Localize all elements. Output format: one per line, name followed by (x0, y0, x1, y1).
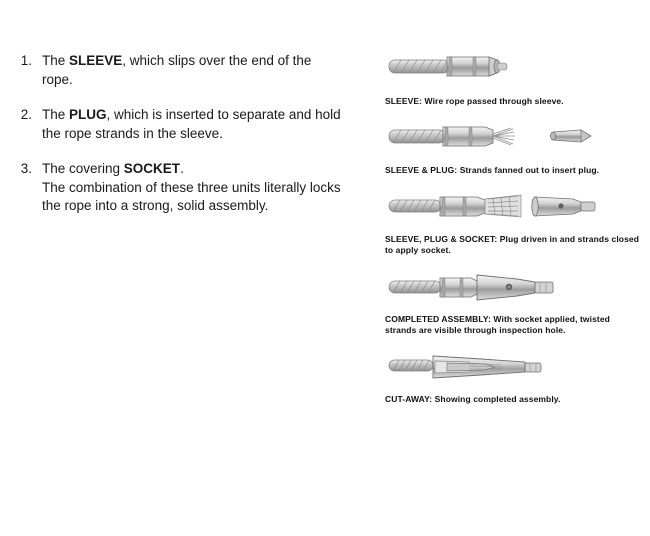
instruction-list (8, 52, 348, 233)
completed-assembly-illustration (385, 266, 643, 312)
list-item-number: 1. (20, 53, 32, 68)
figure-caption-text: Showing completed assembly. (432, 394, 561, 404)
sleeve-and-plug-illustration (385, 117, 643, 163)
list-item-text (42, 52, 342, 89)
list-item (8, 52, 348, 89)
list-item (8, 160, 348, 216)
figure-caption (385, 96, 643, 107)
list-item-text-part: , which is inserted to separate and hold the rope strands in the sleeve. (42, 107, 341, 141)
sleeve-illustration (385, 48, 643, 94)
figure-cut-away (385, 346, 643, 405)
list-item-text-part: The combination of these three units literally locks the rope into a strong, solid assembly. (42, 179, 341, 213)
list-item-text-part: . (180, 161, 184, 176)
sleeve-plug-socket-illustration (385, 186, 643, 232)
list-item-keyword: PLUG (69, 107, 107, 122)
list-item-text-part: The (42, 107, 70, 122)
figure-sleeve-plug-socket (385, 186, 643, 256)
list-item-keyword: SOCKET (123, 161, 181, 176)
figure-caption (385, 234, 643, 256)
figure-caption-text: With socket applied, twisted strands are visible through inspection hole. (385, 314, 610, 335)
list-item-text (42, 106, 342, 143)
figure-sleeve-and-plug (385, 117, 643, 176)
figure-caption-text: Strands fanned out to insert plug. (457, 165, 600, 175)
figure-caption-lead: SLEEVE, PLUG & SOCKET: (385, 234, 498, 244)
list-item-text-part: The (42, 53, 70, 68)
figure-column (385, 48, 643, 415)
figure-caption-lead: SLEEVE & PLUG: (385, 165, 458, 175)
figure-caption-lead: COMPLETED ASSEMBLY: (385, 314, 491, 324)
list-item-text (42, 160, 342, 216)
figure-sleeve (385, 48, 643, 107)
list-item-number: 2. (20, 107, 32, 122)
cut-away-illustration (385, 346, 643, 392)
figure-caption-lead: CUT-AWAY: (385, 394, 433, 404)
figure-completed-assembly (385, 266, 643, 336)
figure-caption (385, 314, 643, 336)
figure-caption (385, 165, 643, 176)
figure-caption-text: Wire rope passed through sleeve. (422, 96, 564, 106)
list-item (8, 106, 348, 143)
list-item-text-part: , which slips over the end of the rope. (42, 53, 312, 87)
list-item-number: 3. (20, 161, 32, 176)
figure-caption-text: Plug driven in and strands closed to apply socket. (385, 234, 640, 255)
list-item-keyword: SLEEVE (69, 53, 123, 68)
figure-caption-lead: SLEEVE: (385, 96, 423, 106)
list-item-text-part: The covering (42, 161, 124, 176)
figure-caption (385, 394, 643, 405)
